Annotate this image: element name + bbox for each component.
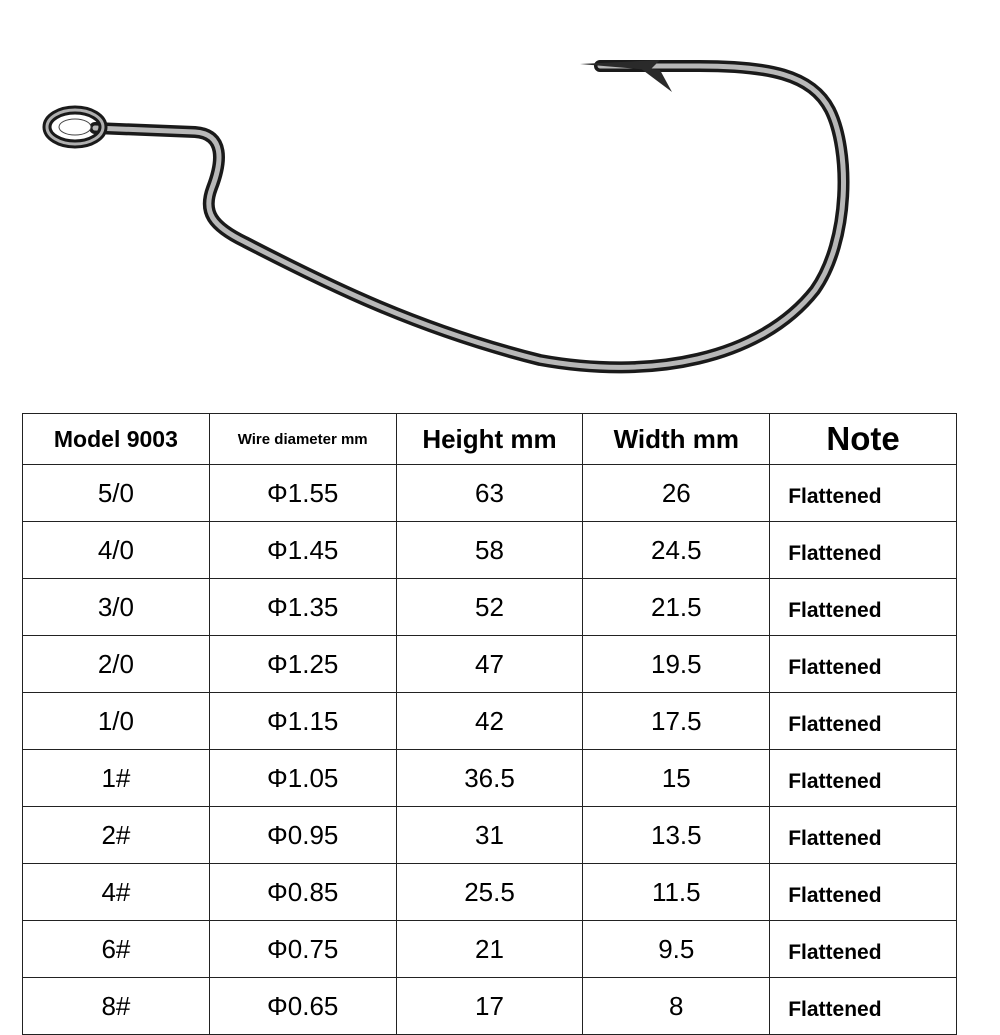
cell-width: 11.5 — [583, 864, 770, 921]
fishing-hook-icon — [0, 0, 1000, 400]
cell-model: 4/0 — [23, 522, 210, 579]
cell-model: 2/0 — [23, 636, 210, 693]
cell-width: 15 — [583, 750, 770, 807]
cell-note: Flattened — [770, 522, 957, 579]
cell-model: 8# — [23, 978, 210, 1035]
cell-wire-diameter: Φ0.65 — [209, 978, 396, 1035]
cell-height: 63 — [396, 465, 583, 522]
cell-height: 52 — [396, 579, 583, 636]
cell-model: 5/0 — [23, 465, 210, 522]
cell-height: 31 — [396, 807, 583, 864]
cell-note: Flattened — [770, 579, 957, 636]
cell-note: Flattened — [770, 921, 957, 978]
cell-height: 17 — [396, 978, 583, 1035]
cell-wire-diameter: Φ1.15 — [209, 693, 396, 750]
cell-note: Flattened — [770, 807, 957, 864]
table-row — [23, 921, 957, 978]
cell-width: 8 — [583, 978, 770, 1035]
cell-height: 58 — [396, 522, 583, 579]
cell-note: Flattened — [770, 864, 957, 921]
cell-width: 21.5 — [583, 579, 770, 636]
cell-wire-diameter: Φ0.95 — [209, 807, 396, 864]
cell-width: 24.5 — [583, 522, 770, 579]
cell-model: 2# — [23, 807, 210, 864]
cell-note: Flattened — [770, 750, 957, 807]
header-height: Height mm — [396, 414, 583, 465]
cell-wire-diameter: Φ1.35 — [209, 579, 396, 636]
header-wire-diameter: Wire diameter mm — [209, 414, 396, 465]
table-row — [23, 693, 957, 750]
header-note: Note — [770, 414, 957, 465]
table-row — [23, 465, 957, 522]
cell-width: 19.5 — [583, 636, 770, 693]
cell-note: Flattened — [770, 636, 957, 693]
cell-note: Flattened — [770, 978, 957, 1035]
table-row — [23, 636, 957, 693]
cell-width: 26 — [583, 465, 770, 522]
cell-height: 25.5 — [396, 864, 583, 921]
cell-wire-diameter: Φ1.55 — [209, 465, 396, 522]
hook-spec-table — [22, 413, 957, 1035]
cell-model: 6# — [23, 921, 210, 978]
cell-model: 4# — [23, 864, 210, 921]
table-row — [23, 864, 957, 921]
cell-height: 36.5 — [396, 750, 583, 807]
cell-wire-diameter: Φ1.45 — [209, 522, 396, 579]
table-row — [23, 978, 957, 1035]
cell-height: 21 — [396, 921, 583, 978]
cell-width: 17.5 — [583, 693, 770, 750]
cell-model: 1# — [23, 750, 210, 807]
table-row — [23, 579, 957, 636]
cell-height: 42 — [396, 693, 583, 750]
cell-model: 1/0 — [23, 693, 210, 750]
header-model: Model 9003 — [23, 414, 210, 465]
cell-model: 3/0 — [23, 579, 210, 636]
cell-wire-diameter: Φ1.05 — [209, 750, 396, 807]
cell-note: Flattened — [770, 465, 957, 522]
cell-width: 13.5 — [583, 807, 770, 864]
cell-height: 47 — [396, 636, 583, 693]
header-width: Width mm — [583, 414, 770, 465]
table-row — [23, 750, 957, 807]
table-header-row — [23, 414, 957, 465]
cell-width: 9.5 — [583, 921, 770, 978]
cell-wire-diameter: Φ0.75 — [209, 921, 396, 978]
table-row — [23, 807, 957, 864]
cell-wire-diameter: Φ0.85 — [209, 864, 396, 921]
cell-wire-diameter: Φ1.25 — [209, 636, 396, 693]
cell-note: Flattened — [770, 693, 957, 750]
table-row — [23, 522, 957, 579]
